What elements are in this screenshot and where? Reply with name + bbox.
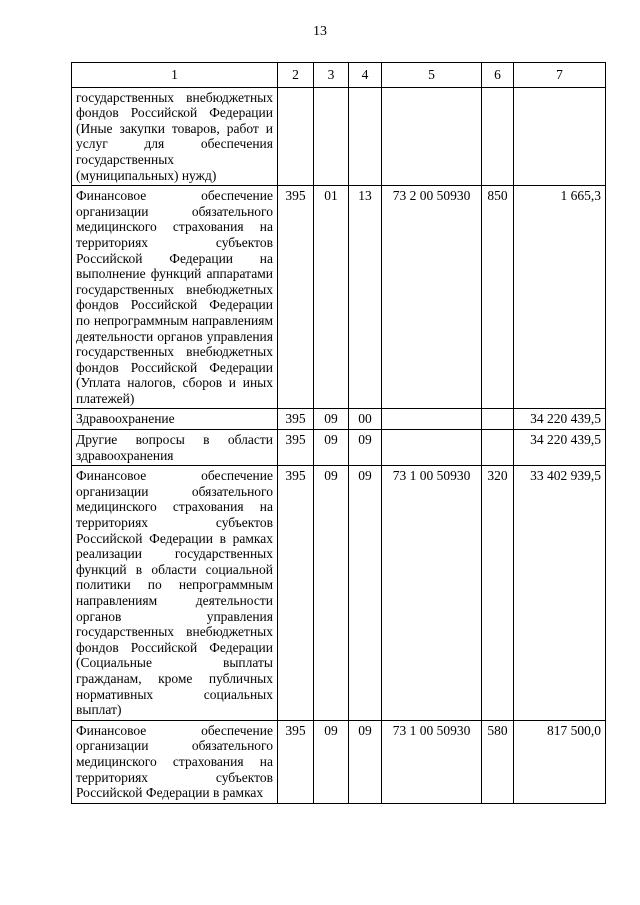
target-article-cell: 73 1 00 50930: [382, 466, 482, 721]
column-header: 4: [349, 63, 382, 88]
grbs-cell: 395: [278, 409, 314, 430]
amount-cell: 1 665,3: [514, 186, 606, 409]
row-name-cell: Финансовое обеспечение организации обязательного медицинского страхования на территориях субъектов Российской Федерации в рамках реализации государственных функций в области социальной политики по непрограммным направлениям деятельности органов управления государственных внебюджетных фондов Российской Федерации (Социальные выплаты гражданам, кроме публичных нормативных социальных выплат): [72, 466, 278, 721]
expense-type-cell: [482, 409, 514, 430]
column-header: 6: [482, 63, 514, 88]
amount-cell: 817 500,0: [514, 720, 606, 803]
column-header: 5: [382, 63, 482, 88]
grbs-cell: 395: [278, 720, 314, 803]
grbs-cell: 395: [278, 466, 314, 721]
column-header: 2: [278, 63, 314, 88]
amount-cell: 33 402 939,5: [514, 466, 606, 721]
grbs-cell: 395: [278, 186, 314, 409]
section-cell: 09: [314, 409, 349, 430]
grbs-cell: [278, 87, 314, 186]
row-name-cell: Здравоохранение: [72, 409, 278, 430]
subsection-cell: [349, 87, 382, 186]
table-row: [72, 186, 606, 409]
section-cell: 09: [314, 430, 349, 466]
table-row: [72, 87, 606, 186]
column-header: 3: [314, 63, 349, 88]
expense-type-cell: 580: [482, 720, 514, 803]
row-name-cell: Другие вопросы в области здравоохранения: [72, 430, 278, 466]
target-article-cell: [382, 430, 482, 466]
target-article-cell: [382, 87, 482, 186]
subsection-cell: 13: [349, 186, 382, 409]
table-row: [72, 720, 606, 803]
row-name-cell: Финансовое обеспечение организации обязательного медицинского страхования на территориях субъектов Российской Федерации на выполнение функций аппаратами государственных внебюджетных фондов Российской Федерации по непрограммным направлениям деятельности органов управления государственных внебюджетных фондов Российской Федерации (Уплата налогов, сборов и иных платежей): [72, 186, 278, 409]
target-article-cell: [382, 409, 482, 430]
row-name-cell: государственных внебюджетных фондов Российской Федерации (Иные закупки товаров, работ и услуг для обеспечения государственных (муниципальных) нужд): [72, 87, 278, 186]
target-article-cell: 73 1 00 50930: [382, 720, 482, 803]
subsection-cell: 09: [349, 430, 382, 466]
column-header: 7: [514, 63, 606, 88]
grbs-cell: 395: [278, 430, 314, 466]
column-header: 1: [72, 63, 278, 88]
page-number: 13: [313, 24, 327, 39]
budget-table: [71, 62, 606, 804]
subsection-cell: 09: [349, 720, 382, 803]
expense-type-cell: [482, 87, 514, 186]
table-row: [72, 430, 606, 466]
table-row: [72, 466, 606, 721]
amount-cell: [514, 87, 606, 186]
expense-type-cell: 850: [482, 186, 514, 409]
row-name-cell: Финансовое обеспечение организации обязательного медицинского страхования на территориях субъектов Российской Федерации в рамках: [72, 720, 278, 803]
amount-cell: 34 220 439,5: [514, 409, 606, 430]
expense-type-cell: 320: [482, 466, 514, 721]
section-cell: 09: [314, 720, 349, 803]
section-cell: [314, 87, 349, 186]
subsection-cell: 09: [349, 466, 382, 721]
section-cell: 01: [314, 186, 349, 409]
subsection-cell: 00: [349, 409, 382, 430]
target-article-cell: 73 2 00 50930: [382, 186, 482, 409]
table-row: [72, 409, 606, 430]
section-cell: 09: [314, 466, 349, 721]
expense-type-cell: [482, 430, 514, 466]
column-number-row: [72, 63, 606, 88]
amount-cell: 34 220 439,5: [514, 430, 606, 466]
